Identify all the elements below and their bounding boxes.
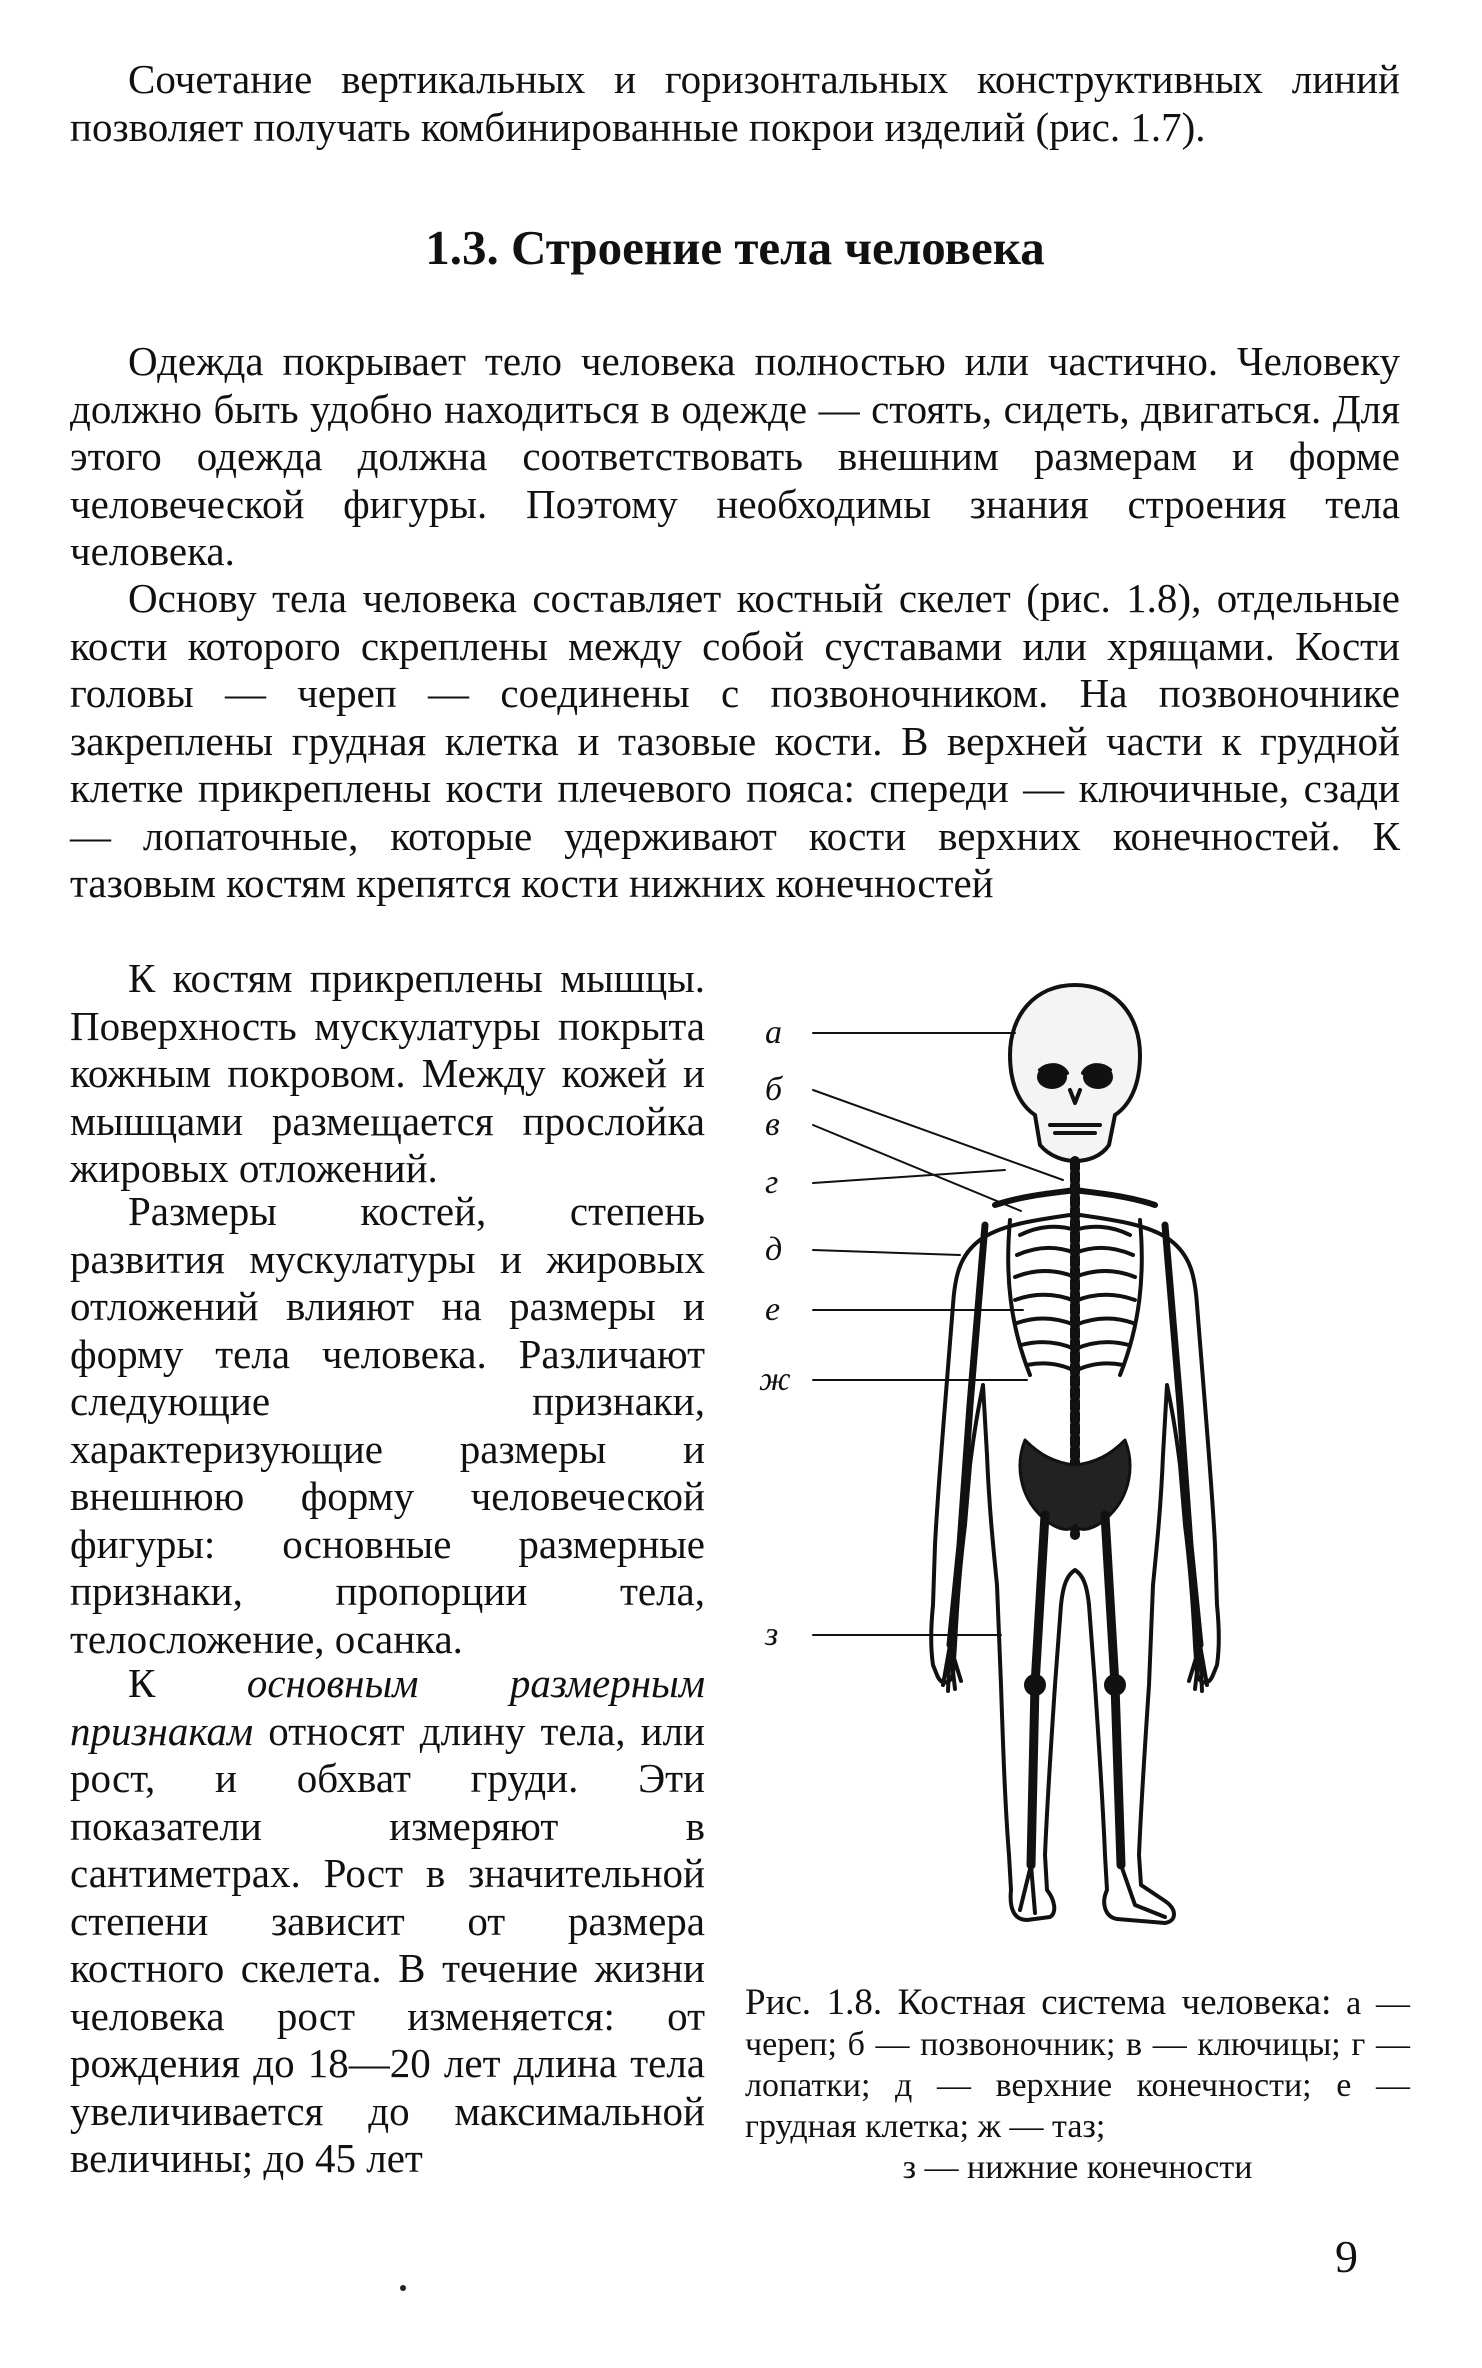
label-zh: ж: [759, 1361, 791, 1398]
skeleton-figure: [759, 985, 1415, 1955]
body-paragraph-5: [70, 1660, 705, 2183]
intro-paragraph: Сочетание вертикальных и горизонтальных конструктивных линий позволяет получать комбинированные покрои изделий (рис. 1.7).: [70, 56, 1400, 150]
leader-lines: [813, 1033, 1063, 1635]
label-g: г: [765, 1164, 779, 1201]
caption-title: Рис. 1.8. Костная система человека:: [745, 1982, 1332, 2023]
label-z: з: [765, 1616, 779, 1653]
body-paragraph-2: Основу тела человека составляет костный скелет (рис. 1.8), отдельные кости которого скреплены между собой суставами или хрящами. Кости головы — череп — соединены с позвоночником. На позвоночнике закреплены грудная клетка и тазовые кости. В верхней части к грудной клетке прикреплены кости плечевого пояса: спереди — ключичные, сзади — лопаточные, которые удерживают кости верхних конечностей. К тазовым костям крепятся кости нижних конечностей: [70, 575, 1400, 906]
eye-socket-right: [1085, 1067, 1111, 1087]
right-foot-bones: [1121, 1865, 1165, 1917]
figure-caption: [745, 1982, 1410, 2188]
label-a: а: [765, 1014, 782, 1051]
body-paragraph-3: К костям прикреплены мышцы. Поверхность мускулатуры покрыта кожным покровом. Между кожей и мышцами размещается прослойка жировых отложений.: [70, 955, 705, 1191]
p5-rest: относят длину тела, или рост, и обхват груди. Эти показатели измеряют в сантиметрах. Рост в значительной степени зависит от размера костного скелета. В течение жизни человека рост изменяется: от рождения до 18—20 лет длина тела увеличивается до максимальной величины; до 45 лет: [70, 1707, 705, 2181]
section-heading: 1.3. Строение тела человека: [425, 220, 1045, 275]
label-d: д: [765, 1231, 783, 1268]
caption-body: а — череп; б — позвоночник; в — ключицы; г — лопатки; д — верхние конечности; е — грудная клетка; ж — таз;: [745, 1985, 1411, 2145]
caption-last-line: з — нижние конечности: [902, 2149, 1253, 2186]
body-paragraph-1: Одежда покрывает тело человека полностью или частично. Человеку должно быть удобно находиться в одежде — стоять, сидеть, двигаться. Для этого одежда должна соответствовать внешним размерам и форме человеческой фигуры. Поэтому необходимы знания строения тела человека.: [70, 338, 1400, 574]
eye-socket-left: [1039, 1067, 1065, 1087]
p5-emphasis: основным размерным признакам: [70, 1660, 705, 1754]
left-kneecap: [1026, 1676, 1044, 1694]
label-v: в: [765, 1106, 780, 1143]
label-b: б: [765, 1071, 783, 1108]
left-foot-bones: [1020, 1865, 1035, 1913]
right-kneecap: [1106, 1676, 1124, 1694]
body-paragraph-4: Размеры костей, степень развития мускулатуры и жировых отложений влияют на размеры и форму тела человека. Различают следующие признаки, характеризующие размеры и внешнюю форму человеческой фигуры: основные размерные признаки, пропорции тела, телосложение, осанка.: [70, 1188, 705, 1662]
print-speck: [400, 2285, 406, 2291]
page-number: 9: [1335, 2231, 1358, 2282]
p5-start: К: [128, 1660, 247, 1706]
label-e: е: [765, 1291, 781, 1328]
